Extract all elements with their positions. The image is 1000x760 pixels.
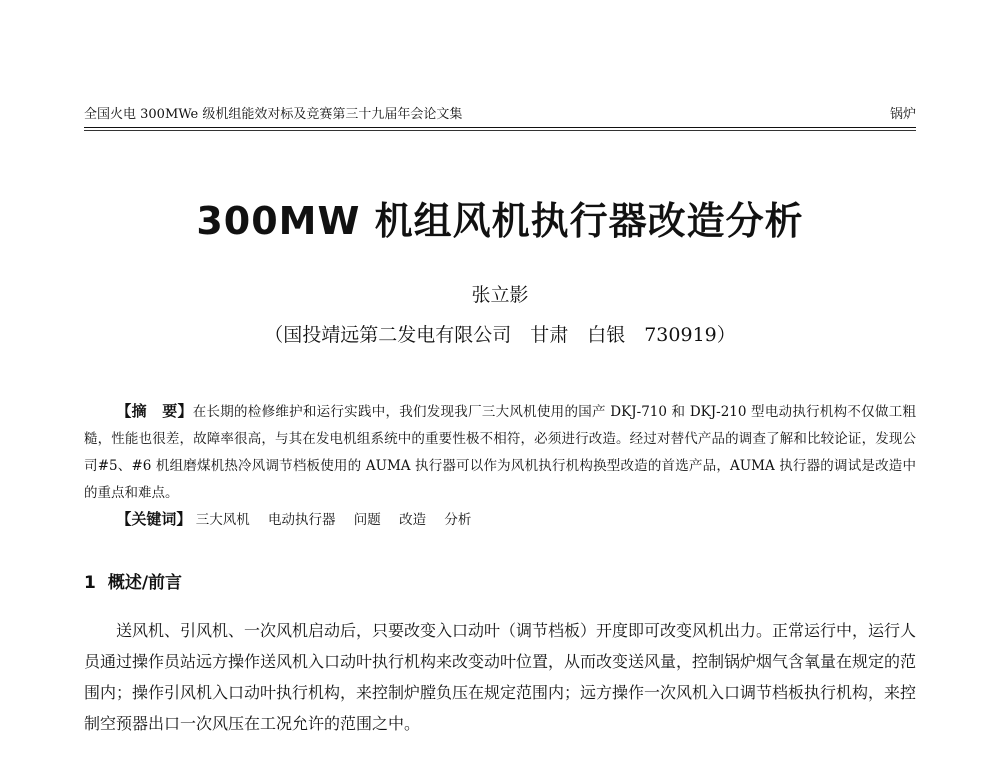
section-number: 1 [84,573,96,593]
abstract [84,398,916,507]
section-heading [84,568,182,593]
keywords [84,506,916,534]
abstract-text: 在长期的检修维护和运行实践中，我们发现我厂三大风机使用的国产 DKJ-710 和 DKJ-210 型电动执行机构不仅做工粗糙，性能也很差，故障率很高，与其在发电机组系统中的重要性极不相符，必须进行改造。经过对替代产品的调查了解和比较论证，发现公司#5、#6 机组磨煤机热冷风调节档板使用的 AUMA 执行器可以作为风机执行机构换型改造的首选产品，AUMA 执行器的调试是改造中的重点和难点。 [84,404,916,501]
author-name: 张立影 [471,284,529,306]
section-title: 概述/前言 [107,573,183,593]
header-rule-thin [84,130,916,131]
keyword: 三大风机 [195,512,250,528]
keyword: 电动执行器 [268,512,336,528]
keyword: 改造 [399,512,427,528]
keyword: 分析 [444,512,472,528]
header-rule-thick [84,127,916,128]
abstract-label: 【摘 要】 [116,402,193,420]
paper-title: 300MW 机组风机执行器改造分析 [196,199,804,243]
keywords-label: 【关键词】 [116,510,192,528]
header-proceedings-title: 全国火电 300MWe 级机组能效对标及竞赛第三十九届年会论文集 [84,107,463,122]
running-header [84,104,916,126]
body-paragraph: 送风机、引风机、一次风机启动后，只要改变入口动叶（调节档板）开度即可改变风机出力。正常运行中，运行人员通过操作员站远方操作送风机入口动叶执行机构来改变动叶位置，从而改变送风量，控制锅炉烟气含氧量在规定的范围内；操作引风机入口动叶执行机构，来控制炉膛负压在规定范围内；远方操作一次风机入口调节档板执行机构，来控制空预器出口一次风压在工况允许的范围之中。 [84,621,917,733]
header-section-label: 锅炉 [889,107,916,122]
keyword: 问题 [353,512,381,528]
author-affiliation: （国投靖远第二发电有限公司 甘肃 白银 730919） [264,324,736,346]
